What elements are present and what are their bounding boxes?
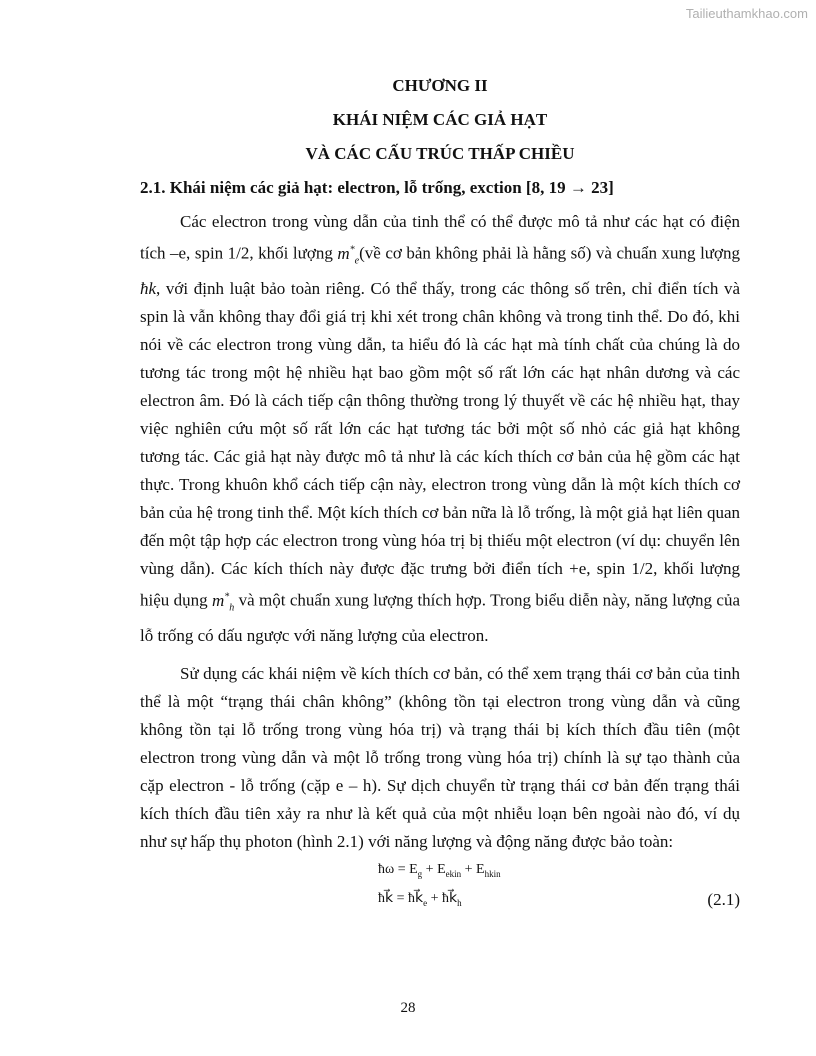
energy-equation: ħω = $E_g + E_{ekin} + E_{hkin}$	[378, 862, 501, 879]
paragraph-1	[140, 208, 740, 650]
chapter-number: CHƯƠNG II	[392, 76, 488, 95]
p1-text-4: và một chuẩn xung lượng thích hợp. Trong biểu diễn này, năng lượng của lỗ trống có dấu ngược với năng lượng của electron.	[140, 590, 740, 646]
p1-text-2: (về cơ bản không phải là hằng số) và chuẩn xung lượng	[359, 243, 740, 263]
hole-mass-symbol: $m^*_h$	[212, 590, 235, 614]
paragraph-2: Sử dụng các khái niệm về kích thích cơ bản, có thể xem trạng thái cơ bản của tinh thể là một “trạng thái chân không” (không tồn tại electron trong vùng dẫn và cũng không tồn tại lỗ trống trong vùng hóa trị) và trạng thái bị kích thích đầu tiên (một electron trong vùng dẫn và một lỗ trống trong vùng hóa trị) chính là sự tạo thành của cặp electron - lỗ trống (cặp e – h). Sự dịch chuyển từ trạng thái cơ bản đến trạng thái kích thích đầu tiên xảy ra như là kết quả của một nhiễu loạn bên ngoài nào đó, ví dụ như sự hấp thụ photon (hình 2.1) với năng lượng và động năng được bảo toàn:	[140, 664, 740, 852]
equation-number: (2.1)	[707, 890, 740, 910]
page-number: 28	[400, 1000, 416, 1016]
document-page	[140, 76, 740, 920]
chapter-title-line1: KHÁI NIỆM CÁC GIẢ HẠT	[332, 110, 548, 129]
electron-mass-symbol: $m^*_e$	[337, 243, 360, 267]
chapter-title-line2: VÀ CÁC CẤU TRÚC THẤP CHIỀU	[305, 144, 575, 163]
momentum-equation: ħk⃗ = $ħk⃗_e$ + $ħk⃗_h$	[378, 891, 462, 908]
section-title: 2.1. Khái niệm các giả hạt: electron, lỗ trống, exction [8, 19 → 23]	[140, 178, 614, 197]
p1-text-3: , với định luật bảo toàn riêng. Có thể thấy, trong các thông số trên, chỉ điển tích và spin là vẫn không thay đổi giá trị khi xét trong chân không và trong tinh thể. Do đó, khi nói về các electron trong vùng dẫn, ta hiểu đó là các hạt mà tính chất của chúng là do tương tác trong một hệ nhiều hạt bao gồm một số rất lớn các hạt nhân dương và các electron âm. Đó là cách tiếp cận thông thường trong lý thuyết về các hệ nhiều hạt, thay việc nghiên cứu một số rất lớn các hạt tương tác bởi một số nhỏ các giả hạt không tương tác. Các giả hạt này được mô tả như là các kích thích cơ bản của hệ gồm các hạt thực. Trong khuôn khổ cách tiếp cận này, electron trong vùng dẫn là một kích thích cơ bản của hệ trong tinh thể. Một kích thích cơ bản nữa là lỗ trống, là một giả hạt liên quan đến một tập hợp các electron trong vùng hóa trị bị thiếu một electron (ví dụ: chuyển lên vùng dẫn). Các kích thích này được đặc trưng bởi điển tích +e, spin 1/2, khối lượng hiệu dụng	[140, 279, 740, 610]
momentum-symbol: ħk	[140, 279, 157, 299]
watermark: Tailieuthamkhao.com	[685, 6, 808, 21]
p1-text-1: Các electron trong vùng dẫn của tinh thể có thể được mô tả như các hạt có điện tích –e, spin 1/2, khối lượng	[140, 212, 740, 263]
equation-block	[140, 862, 740, 920]
